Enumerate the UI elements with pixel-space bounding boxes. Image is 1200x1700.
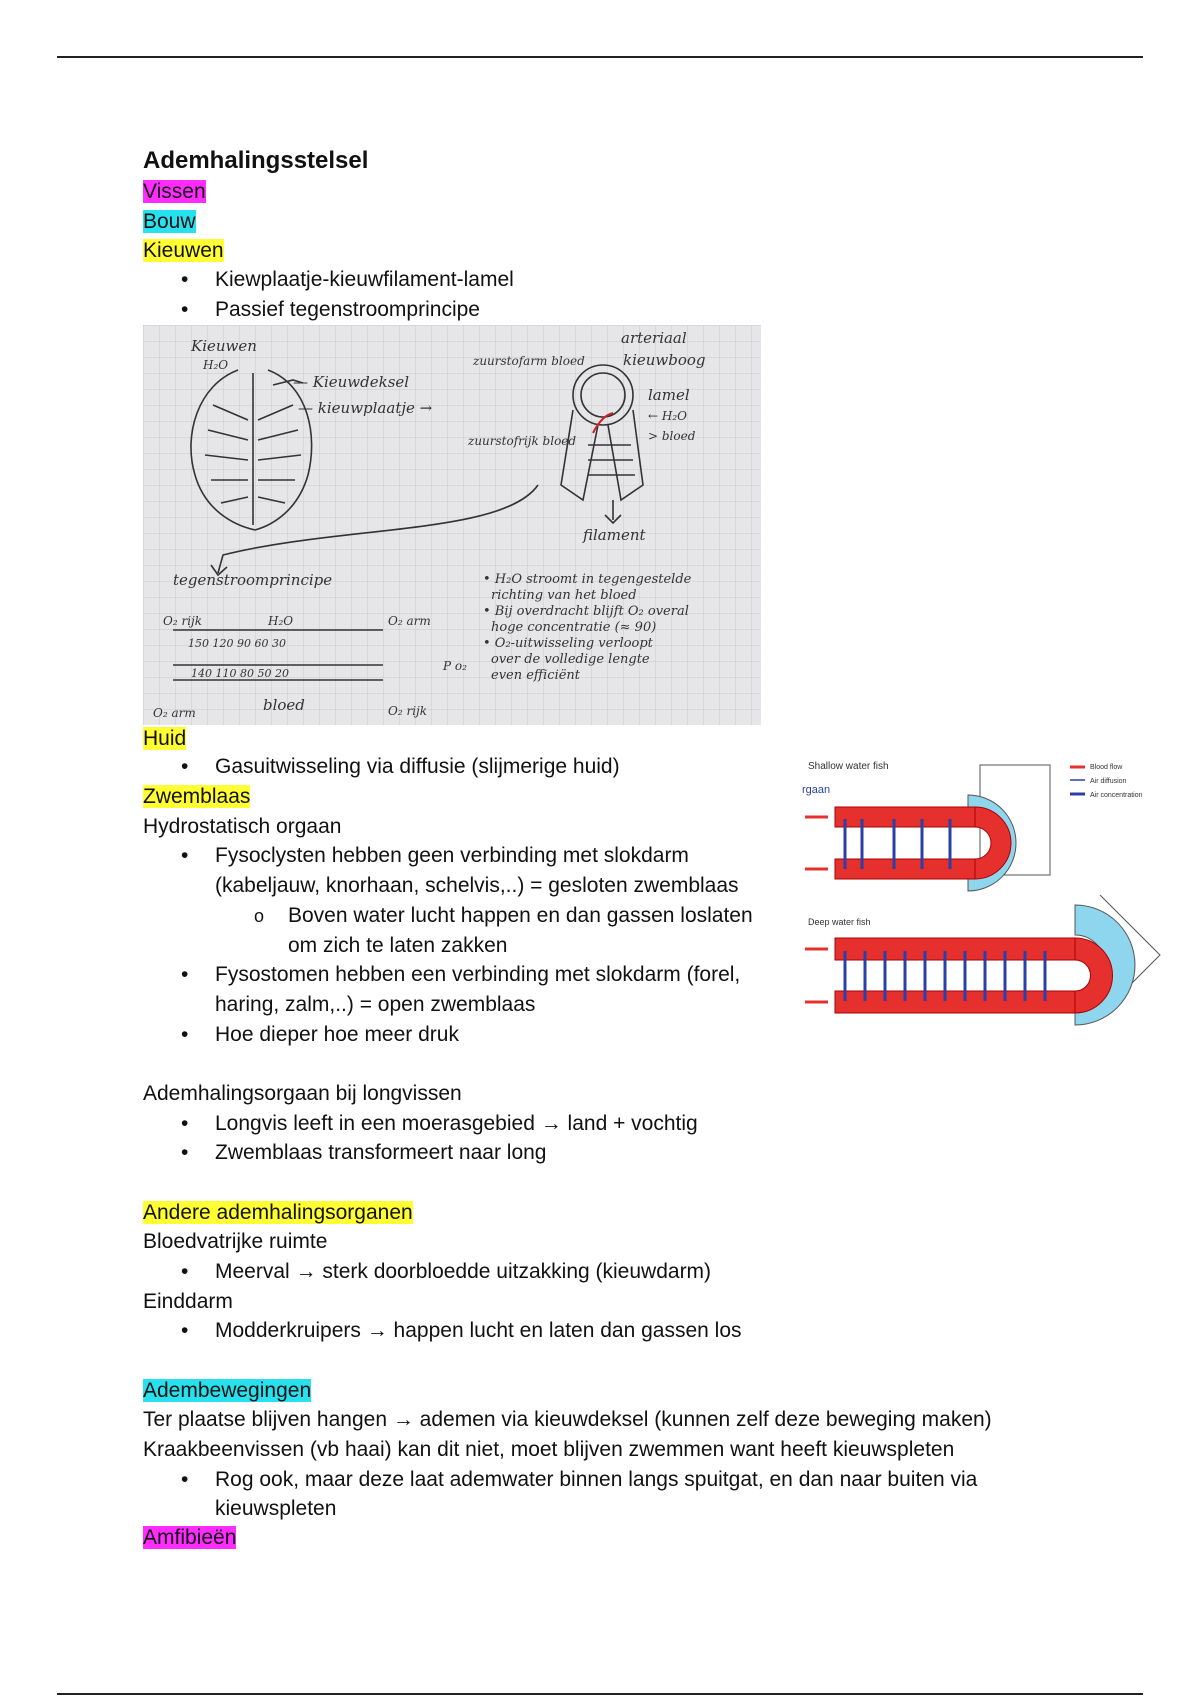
list-item: • Meerval → sterk doorbloedde uitzakking (kieuwdarm) [215,1258,711,1286]
legend-blood: Blood flow [1090,764,1123,771]
svg-text:tegenstroomprincipe: tegenstroomprincipe [173,571,333,589]
svg-text:even efficiënt: even efficiënt [491,668,581,683]
list-item-continuation: (kabeljauw, knorhaan, schelvis,..) = gesloten zwemblaas [215,874,739,897]
legend-conc: Air concentration [1090,792,1143,799]
list-item: • Modderkruipers → happen lucht en laten dan gassen los [215,1317,742,1345]
svg-text:H₂O: H₂O [268,614,294,628]
svg-text:zuurstofarm bloed: zuurstofarm bloed [473,354,585,368]
legend-air: Air diffusion [1090,778,1127,785]
svg-text:bloed: bloed [263,696,305,714]
svg-text:richting van het bloed: richting van het bloed [491,588,637,603]
list-item: • Fysostomen hebben een verbinding met slokdarm (forel, [215,961,740,989]
list-item: • Gasuitwisseling via diffusie (slijmerige huid) [215,753,620,781]
paragraph: Ademhalingsorgaan bij longvissen [143,1082,462,1105]
list-item: • Kiewplaatje-kieuwfilament-lamel [215,266,514,294]
svg-text:O₂ arm: O₂ arm [388,614,431,628]
top-rule [57,56,1143,58]
svg-text:hoge concentratie (≈ 90): hoge concentratie (≈ 90) [491,620,657,635]
svg-text:• H₂O stroomt in tegengestelde: • H₂O stroomt in tegengestelde [483,572,692,587]
page-title: Ademhalingsstelsel [143,147,369,174]
svg-text:— kieuwplaatje →: — kieuwplaatje → [298,399,433,417]
list-item: • Passief tegenstroomprincipe [215,296,480,324]
heading-andere: Andere ademhalingsorganen [143,1201,413,1224]
svg-text:arteriaal: arteriaal [621,329,687,347]
list-item: • Rog ook, maar deze laat ademwater binnen langs spuitgat, en dan naar buiten via [215,1466,977,1494]
list-item-continuation: kieuwspleten [215,1497,337,1520]
paragraph: Einddarm [143,1290,233,1313]
bottom-rule [57,1693,1143,1695]
sub-list-item-continuation: om zich te laten zakken [288,934,508,957]
svg-text:zuurstofrijk bloed: zuurstofrijk bloed [468,434,577,448]
svg-text:← H₂O: ← H₂O [648,409,687,423]
heading-zwemblaas: Zwemblaas [143,785,251,808]
heading-adembewegingen: Adembewegingen [143,1379,312,1402]
svg-text:H₂O: H₂O [203,358,229,372]
list-item: • Fysoclysten hebben geen verbinding met slokdarm [215,842,689,870]
svg-text:140 110 80 50 20: 140 110 80 50 20 [191,667,289,680]
svg-text:lamel: lamel [648,386,690,404]
list-item: • Longvis leeft in een moerasgebied → land + vochtig [215,1110,698,1138]
paragraph: Bloedvatrijke ruimte [143,1230,328,1253]
svg-text:O₂ arm: O₂ arm [153,706,196,720]
svg-text:• Bij overdracht blijft O₂ ove: • Bij overdracht blijft O₂ overal [483,604,689,619]
paragraph: Kraakbeenvissen (vb haai) kan dit niet, moet blijven zwemmen want heeft kieuwspleten [143,1438,955,1461]
svg-text:— Kieuwdeksel: — Kieuwdeksel [293,373,410,391]
organ-label: rgaan [802,784,831,796]
svg-text:• O₂-uitwisseling verloopt: • O₂-uitwisseling verloopt [483,636,653,651]
list-item-continuation: haring, zalm,..) = open zwemblaas [215,993,536,1016]
heading-bouw: Bouw [143,210,196,233]
gill-sketch-image [143,325,761,725]
svg-text:O₂ rijk: O₂ rijk [163,614,203,628]
list-item: • Hoe dieper hoe meer druk [215,1021,459,1049]
svg-text:kieuwboog: kieuwboog [623,351,706,369]
svg-text:over de volledige lengte: over de volledige lengte [491,652,650,667]
list-item: • Zwemblaas transformeert naar long [215,1139,546,1167]
shallow-label: Shallow water fish [808,761,889,772]
svg-text:> bloed: > bloed [648,429,696,443]
rete-mirabile-diagram [800,755,1170,1055]
svg-text:O₂ rijk: O₂ rijk [388,704,428,718]
svg-text:filament: filament [583,526,646,544]
svg-text:150 120 90 60 30: 150 120 90 60 30 [188,637,286,650]
paragraph: Ter plaatse blijven hangen → ademen via kieuwdeksel (kunnen zelf deze beweging maken) [143,1408,992,1431]
paragraph: Hydrostatisch orgaan [143,815,342,838]
svg-text:P o₂: P o₂ [443,659,467,673]
heading-huid: Huid [143,727,187,750]
heading-kieuwen: Kieuwen [143,239,224,262]
svg-text:Kieuwen: Kieuwen [191,337,257,355]
heading-amfibieen: Amfibieën [143,1526,237,1549]
sub-list-item: o Boven water lucht happen en dan gassen loslaten [288,902,753,930]
deep-label: Deep water fish [808,917,871,927]
heading-vissen: Vissen [143,180,206,203]
